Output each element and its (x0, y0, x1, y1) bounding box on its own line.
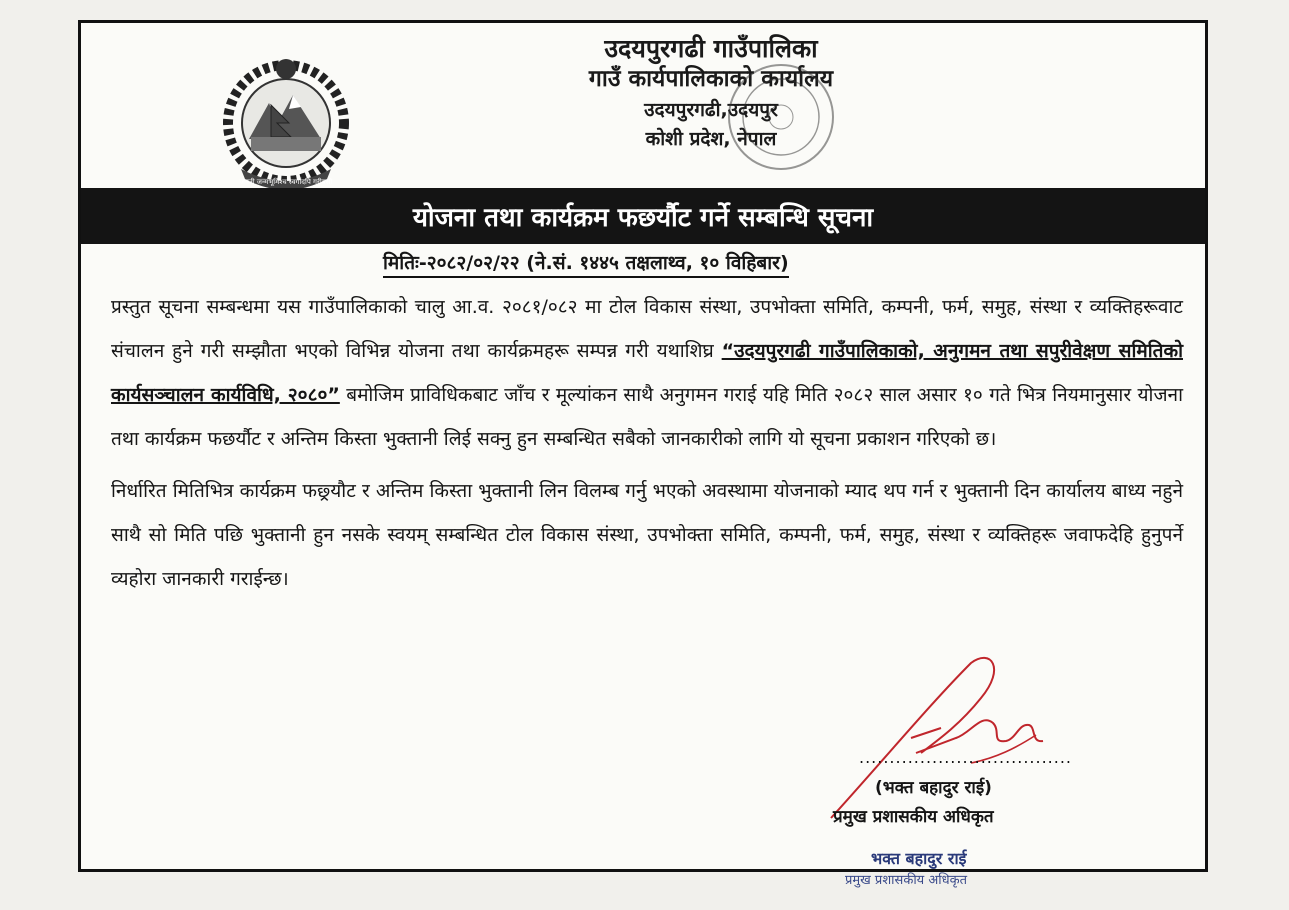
office-seal-icon (721, 57, 841, 177)
notice-body (111, 285, 1183, 601)
office-header (411, 35, 1011, 150)
nepal-emblem-icon (211, 51, 361, 201)
office-name: गाउँ कार्यपालिकाको कार्यालय (588, 65, 834, 92)
signature-line: ................................... (859, 748, 1073, 767)
notice-frame (78, 20, 1208, 888)
notice-title: योजना तथा कार्यक्रम फछर्यौट गर्ने सम्बन्धि सूचना (412, 203, 874, 233)
signatory-title: प्रमुख प्रशासकीय अधिकृत (833, 807, 994, 827)
stamp-title: प्रमुख प्रशासकीय अधिकृत (845, 873, 968, 888)
paragraph-1 (111, 285, 1183, 461)
office-address: उदयपुरगढी,उदयपुर (644, 98, 778, 121)
signatory-name: (भक्त बहादुर राई) (875, 778, 992, 798)
office-province: कोशी प्रदेश, नेपाल (645, 127, 777, 150)
notice-date: मितिः-२०८२/०२/२२ (ने.सं. १४४५ तक्षलाथ्व, १० विहिबार) (383, 249, 789, 278)
notice-title-banner (81, 188, 1205, 244)
stamp-name: भक्त बहादुर राई (871, 849, 967, 868)
svg-text:जननी जन्मभूमिश्च स्वर्गादपि गर: जननी जन्मभूमिश्च स्वर्गादपि गरीयसी (239, 178, 333, 186)
procedure-reference: “उदयपुरगढी गाउँपालिकाको, अनुगमन तथा सपुरीवेक्षण समितिको कार्यसञ्चालन कार्यविधि, २०८०” (111, 340, 1183, 406)
paragraph-1-rest: बमोजिम प्राविधिकबाट जाँच र मूल्यांकन साथै अनुगमन गराई यहि मिति २०८२ साल असार १० गते भित्र नियमानुसार योजना तथा कार्यक्रम फछर्यौट र अन्तिम किस्ता भुक्तानी लिई सक्नु हुन सम्बन्धित सबैको जानकारीको लागि यो सूचना प्रकाशन गरिएको छ। (111, 384, 1184, 450)
paragraph-1-intro: प्रस्तुत सूचना सम्बन्धमा यस गाउँपालिकाको चालु आ.व. २०८१/०८२ मा टोल विकास संस्था, उपभोक्ता समिति, कम्पनी, फर्म, समुह, संस्था र व्यक्तिहरूवाट संचालन हुने गरी सम्झौता भएको विभिन्न योजना तथा कार्यक्रमहरू सम्पन्न गरी यथाशिघ्र (111, 296, 1183, 362)
paragraph-2: निर्धारित मितिभित्र कार्यक्रम फछ्र्यौट र अन्तिम किस्ता भुक्तानी लिन विलम्ब गर्नु भएको अवस्थामा योजनाको म्याद थप गर्न र भुक्तानी दिन कार्यालय बाध्य नहुने साथै सो मिति पछि भुक्तानी हुन नसके स्वयम् सम्बन्धित टोल विकास संस्था, उपभोक्ता समिति, कम्पनी, फर्म, समुह, संस्था र व्यक्तिहरू जवाफदेहि हुनुपर्ने व्यहोरा जानकारी गराईन्छ। (111, 480, 1183, 590)
municipality-name: उदयपुरगढी गाउँपालिका (604, 34, 818, 63)
